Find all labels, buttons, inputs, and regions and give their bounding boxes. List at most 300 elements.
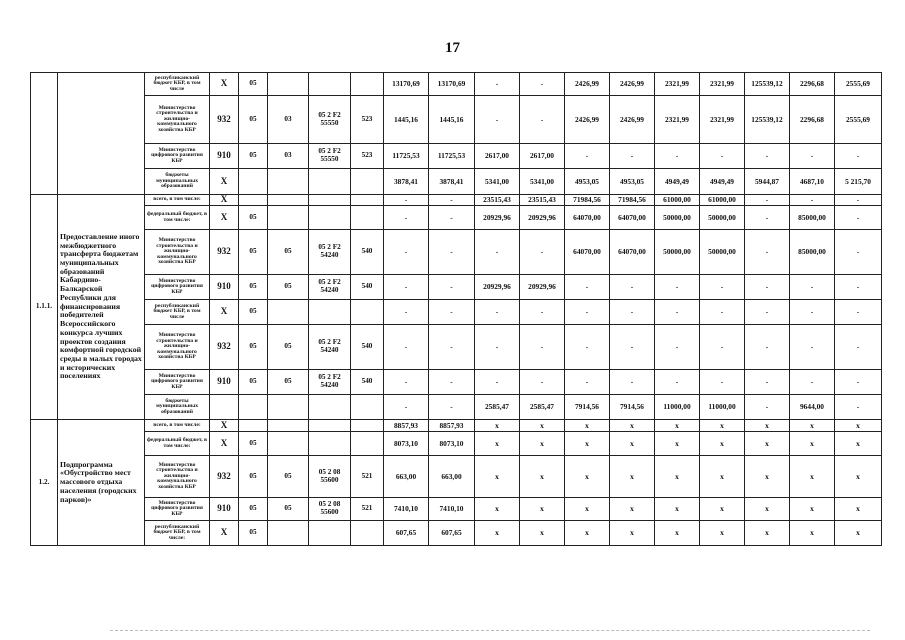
subsection-code-cell: 03 [268, 96, 309, 144]
table-row [31, 96, 882, 144]
amount-cell: х [565, 420, 610, 432]
measure-name-cell: Подпрограмма «Обустройство мест массового отдыха населения (городских парков)» [58, 420, 145, 546]
amount-cell: - [429, 325, 475, 370]
amount-cell: - [835, 144, 882, 169]
amount-cell: х [790, 521, 835, 546]
amount-cell: х [700, 420, 745, 432]
amount-cell: 2426,99 [610, 96, 655, 144]
expense-type-code-cell [351, 420, 384, 432]
amount-cell: - [745, 300, 790, 325]
funding-source-cell: Министерство цифрового развития КБР [145, 275, 210, 300]
amount-cell: х [745, 420, 790, 432]
target-article-code-cell: 05 2 F2 55550 [309, 96, 351, 144]
amount-cell: 64070,00 [565, 230, 610, 275]
page-number: 17 [445, 40, 460, 56]
amount-cell: х [475, 498, 520, 521]
amount-cell: 2555,69 [835, 73, 882, 96]
grbs-code-cell: 910 [210, 275, 239, 300]
table-row [31, 395, 882, 420]
amount-cell: - [384, 275, 429, 300]
target-article-code-cell [309, 420, 351, 432]
amount-cell: х [520, 498, 565, 521]
funding-source-cell: республиканский бюджет КБР, в том числе [145, 73, 210, 96]
amount-cell: х [565, 521, 610, 546]
expense-type-code-cell [351, 521, 384, 546]
funding-source-cell: федеральный бюджет, в том числе: [145, 206, 210, 230]
amount-cell: - [835, 230, 882, 275]
expense-type-code-cell [351, 169, 384, 195]
table-row [31, 432, 882, 456]
amount-cell: - [700, 275, 745, 300]
amount-cell: 2296,68 [790, 73, 835, 96]
subsection-code-cell [268, 73, 309, 96]
amount-cell: х [700, 432, 745, 456]
grbs-code-cell: Х [210, 432, 239, 456]
amount-cell: - [565, 300, 610, 325]
amount-cell: - [745, 275, 790, 300]
amount-cell: - [835, 370, 882, 395]
amount-cell: - [655, 325, 700, 370]
amount-cell: - [475, 300, 520, 325]
expense-type-code-cell: 521 [351, 498, 384, 521]
amount-cell: 663,00 [384, 456, 429, 498]
amount-cell: - [475, 370, 520, 395]
amount-cell: - [835, 300, 882, 325]
target-article-code-cell: 05 2 F2 54240 [309, 370, 351, 395]
amount-cell: - [700, 370, 745, 395]
amount-cell: х [700, 498, 745, 521]
amount-cell: - [565, 325, 610, 370]
amount-cell: 20929,96 [520, 206, 565, 230]
amount-cell: - [520, 230, 565, 275]
amount-cell: 663,00 [429, 456, 475, 498]
amount-cell: 7410,10 [429, 498, 475, 521]
amount-cell: 4687,10 [790, 169, 835, 195]
section-code-cell: 05 [239, 73, 268, 96]
amount-cell: - [475, 230, 520, 275]
subsection-code-cell: 03 [268, 144, 309, 169]
subsection-code-cell [268, 432, 309, 456]
amount-cell: х [520, 456, 565, 498]
amount-cell: - [745, 370, 790, 395]
amount-cell: 20929,96 [475, 206, 520, 230]
expense-type-code-cell [351, 195, 384, 206]
amount-cell: 50000,00 [655, 206, 700, 230]
target-article-code-cell [309, 432, 351, 456]
target-article-code-cell: 05 2 08 55600 [309, 498, 351, 521]
amount-cell: 13170,69 [429, 73, 475, 96]
amount-cell: - [655, 300, 700, 325]
grbs-code-cell: 932 [210, 230, 239, 275]
amount-cell: - [835, 275, 882, 300]
amount-cell: 64070,00 [610, 230, 655, 275]
amount-cell: - [745, 195, 790, 206]
amount-cell: х [565, 456, 610, 498]
funding-source-cell: Министерство цифрового развития КБР [145, 498, 210, 521]
amount-cell: х [610, 420, 655, 432]
target-article-code-cell [309, 195, 351, 206]
expense-type-code-cell [351, 432, 384, 456]
amount-cell: 1445,16 [429, 96, 475, 144]
amount-cell: х [610, 498, 655, 521]
section-code-cell: 05 [239, 206, 268, 230]
budget-table-wrapper [30, 72, 882, 546]
amount-cell: - [565, 144, 610, 169]
expense-type-code-cell: 540 [351, 230, 384, 275]
amount-cell: - [745, 230, 790, 275]
amount-cell: 5 215,70 [835, 169, 882, 195]
target-article-code-cell [309, 521, 351, 546]
grbs-code-cell: Х [210, 206, 239, 230]
amount-cell: 4949,49 [700, 169, 745, 195]
amount-cell: х [835, 521, 882, 546]
subsection-code-cell: 05 [268, 456, 309, 498]
funding-source-cell: бюджеты муниципальных образований [145, 395, 210, 420]
expense-type-code-cell: 540 [351, 325, 384, 370]
amount-cell: х [655, 498, 700, 521]
amount-cell: - [745, 325, 790, 370]
amount-cell: 11725,53 [384, 144, 429, 169]
funding-source-cell: бюджеты муниципальных образований [145, 169, 210, 195]
funding-source-cell: республиканский бюджет КБР, в том числе: [145, 521, 210, 546]
section-code-cell: 05 [239, 230, 268, 275]
amount-cell: 2321,99 [700, 73, 745, 96]
amount-cell: х [475, 456, 520, 498]
subsection-code-cell [268, 420, 309, 432]
amount-cell: - [384, 206, 429, 230]
section-code-cell [239, 395, 268, 420]
amount-cell: 1445,16 [384, 96, 429, 144]
target-article-code-cell [309, 169, 351, 195]
grbs-code-cell: 932 [210, 456, 239, 498]
amount-cell: 4949,49 [655, 169, 700, 195]
grbs-code-cell: Х [210, 300, 239, 325]
amount-cell: 11725,53 [429, 144, 475, 169]
subsection-code-cell [268, 521, 309, 546]
grbs-code-cell: Х [210, 169, 239, 195]
subsection-code-cell [268, 195, 309, 206]
amount-cell: х [790, 432, 835, 456]
amount-cell: - [384, 370, 429, 395]
amount-cell: х [610, 456, 655, 498]
amount-cell: 125539,12 [745, 73, 790, 96]
grbs-code-cell: Х [210, 521, 239, 546]
grbs-code-cell: 932 [210, 96, 239, 144]
amount-cell: х [520, 521, 565, 546]
funding-source-cell: республиканский бюджет КБР, в том числе [145, 300, 210, 325]
level-number-cell: 1.1.1. [31, 195, 58, 420]
amount-cell: - [835, 325, 882, 370]
amount-cell: х [790, 498, 835, 521]
amount-cell: - [655, 370, 700, 395]
amount-cell: 8857,93 [429, 420, 475, 432]
amount-cell: - [520, 73, 565, 96]
amount-cell: 2585,47 [520, 395, 565, 420]
amount-cell: х [745, 498, 790, 521]
amount-cell: 3878,41 [429, 169, 475, 195]
amount-cell: 23515,43 [520, 195, 565, 206]
amount-cell: х [745, 521, 790, 546]
amount-cell: 61000,00 [655, 195, 700, 206]
amount-cell: 5341,00 [475, 169, 520, 195]
table-row [31, 300, 882, 325]
amount-cell: 85000,00 [790, 206, 835, 230]
section-code-cell: 05 [239, 275, 268, 300]
amount-cell: х [565, 498, 610, 521]
amount-cell: х [700, 456, 745, 498]
amount-cell: - [745, 395, 790, 420]
level-number-cell: 1.2. [31, 420, 58, 546]
target-article-code-cell: 05 2 F2 54240 [309, 275, 351, 300]
amount-cell: х [655, 432, 700, 456]
amount-cell: - [835, 395, 882, 420]
amount-cell: 13170,69 [384, 73, 429, 96]
amount-cell: - [384, 300, 429, 325]
funding-source-cell: всего, в том числе: [145, 195, 210, 206]
amount-cell: - [655, 144, 700, 169]
amount-cell: - [835, 195, 882, 206]
subsection-code-cell: 05 [268, 275, 309, 300]
grbs-code-cell: Х [210, 420, 239, 432]
amount-cell: х [610, 432, 655, 456]
amount-cell: х [835, 432, 882, 456]
expense-type-code-cell [351, 300, 384, 325]
amount-cell: - [429, 370, 475, 395]
level-number-cell [31, 73, 58, 195]
table-row [31, 206, 882, 230]
amount-cell: 8857,93 [384, 420, 429, 432]
section-code-cell: 05 [239, 325, 268, 370]
grbs-code-cell: 910 [210, 370, 239, 395]
subsection-code-cell: 05 [268, 370, 309, 395]
grbs-code-cell: 910 [210, 498, 239, 521]
amount-cell: 50000,00 [700, 206, 745, 230]
amount-cell: - [475, 96, 520, 144]
section-code-cell: 05 [239, 456, 268, 498]
funding-source-cell: Министерство строительства и жилищно-коммунального хозяйства КБР [145, 325, 210, 370]
amount-cell: х [655, 420, 700, 432]
grbs-code-cell: 910 [210, 144, 239, 169]
table-row [31, 325, 882, 370]
amount-cell: х [790, 420, 835, 432]
amount-cell: 7914,56 [610, 395, 655, 420]
amount-cell: 20929,96 [475, 275, 520, 300]
amount-cell: 2555,69 [835, 96, 882, 144]
amount-cell: 9644,00 [790, 395, 835, 420]
amount-cell: 71984,56 [565, 195, 610, 206]
amount-cell: - [429, 206, 475, 230]
table-row [31, 498, 882, 521]
amount-cell: х [610, 521, 655, 546]
amount-cell: 2585,47 [475, 395, 520, 420]
amount-cell: - [655, 275, 700, 300]
amount-cell: - [520, 96, 565, 144]
amount-cell: 2321,99 [700, 96, 745, 144]
amount-cell: - [790, 370, 835, 395]
amount-cell: х [520, 432, 565, 456]
amount-cell: - [790, 325, 835, 370]
subsection-code-cell: 05 [268, 325, 309, 370]
target-article-code-cell [309, 73, 351, 96]
section-code-cell: 05 [239, 521, 268, 546]
grbs-code-cell: 932 [210, 325, 239, 370]
amount-cell: 5341,00 [520, 169, 565, 195]
amount-cell: - [429, 195, 475, 206]
amount-cell: - [700, 144, 745, 169]
amount-cell: 607,65 [429, 521, 475, 546]
target-article-code-cell: 05 2 F2 54240 [309, 230, 351, 275]
amount-cell: 23515,43 [475, 195, 520, 206]
table-row [31, 370, 882, 395]
amount-cell: х [835, 456, 882, 498]
amount-cell: - [429, 230, 475, 275]
subsection-code-cell: 05 [268, 230, 309, 275]
expense-type-code-cell [351, 395, 384, 420]
target-article-code-cell [309, 206, 351, 230]
expense-type-code-cell: 540 [351, 370, 384, 395]
amount-cell: 7914,56 [565, 395, 610, 420]
amount-cell: - [790, 275, 835, 300]
table-row [31, 521, 882, 546]
measure-name-cell [58, 73, 145, 195]
amount-cell: - [610, 275, 655, 300]
funding-source-cell: Министерство строительства и жилищно-коммунального хозяйства КБР [145, 230, 210, 275]
subsection-code-cell [268, 300, 309, 325]
amount-cell: - [565, 370, 610, 395]
expense-type-code-cell: 540 [351, 275, 384, 300]
expense-type-code-cell [351, 73, 384, 96]
amount-cell: х [655, 521, 700, 546]
amount-cell: - [790, 300, 835, 325]
scan-edge-line [110, 630, 870, 633]
amount-cell: х [520, 420, 565, 432]
amount-cell: 2426,99 [565, 73, 610, 96]
section-code-cell [239, 195, 268, 206]
amount-cell: 50000,00 [655, 230, 700, 275]
expense-type-code-cell: 523 [351, 144, 384, 169]
section-code-cell: 05 [239, 432, 268, 456]
amount-cell: х [475, 420, 520, 432]
target-article-code-cell: 05 2 F2 54240 [309, 325, 351, 370]
amount-cell: 2617,00 [475, 144, 520, 169]
target-article-code-cell [309, 395, 351, 420]
amount-cell: х [745, 432, 790, 456]
amount-cell: 3878,41 [384, 169, 429, 195]
funding-source-cell: всего, в том числе: [145, 420, 210, 432]
budget-table [30, 72, 882, 546]
amount-cell: - [384, 325, 429, 370]
section-code-cell: 05 [239, 498, 268, 521]
target-article-code-cell: 05 2 F2 55550 [309, 144, 351, 169]
amount-cell: х [835, 420, 882, 432]
amount-cell: 20929,96 [520, 275, 565, 300]
subsection-code-cell [268, 206, 309, 230]
subsection-code-cell [268, 169, 309, 195]
table-row [31, 456, 882, 498]
amount-cell: 64070,00 [565, 206, 610, 230]
target-article-code-cell: 05 2 08 55600 [309, 456, 351, 498]
amount-cell: - [745, 206, 790, 230]
amount-cell: - [610, 300, 655, 325]
amount-cell: 2426,99 [565, 96, 610, 144]
amount-cell: - [610, 370, 655, 395]
section-code-cell [239, 169, 268, 195]
amount-cell: 8073,10 [429, 432, 475, 456]
amount-cell: - [384, 230, 429, 275]
grbs-code-cell [210, 395, 239, 420]
amount-cell: - [384, 395, 429, 420]
amount-cell: 71984,56 [610, 195, 655, 206]
expense-type-code-cell: 523 [351, 96, 384, 144]
section-code-cell [239, 420, 268, 432]
amount-cell: 85000,00 [790, 230, 835, 275]
amount-cell: 125539,12 [745, 96, 790, 144]
subsection-code-cell [268, 395, 309, 420]
funding-source-cell: федеральный бюджет, в том числе: [145, 432, 210, 456]
amount-cell: - [610, 144, 655, 169]
grbs-code-cell: Х [210, 195, 239, 206]
amount-cell: - [610, 325, 655, 370]
table-row [31, 144, 882, 169]
amount-cell: 50000,00 [700, 230, 745, 275]
amount-cell: 2321,99 [655, 96, 700, 144]
funding-source-cell: Министерство строительства и жилищно-коммунального хозяйства КБР [145, 96, 210, 144]
amount-cell: 2321,99 [655, 73, 700, 96]
expense-type-code-cell: 521 [351, 456, 384, 498]
amount-cell: 5944,87 [745, 169, 790, 195]
amount-cell: - [429, 395, 475, 420]
amount-cell: - [790, 195, 835, 206]
amount-cell: - [520, 370, 565, 395]
amount-cell: 2426,99 [610, 73, 655, 96]
section-code-cell: 05 [239, 300, 268, 325]
section-code-cell: 05 [239, 370, 268, 395]
expense-type-code-cell [351, 206, 384, 230]
table-row [31, 230, 882, 275]
amount-cell: 2296,68 [790, 96, 835, 144]
funding-source-cell: Министерство цифрового развития КБР [145, 370, 210, 395]
amount-cell: - [475, 325, 520, 370]
table-row [31, 195, 882, 206]
amount-cell: - [384, 195, 429, 206]
amount-cell: х [565, 432, 610, 456]
measure-name-cell: Предоставление иного межбюджетного трансферта бюджетам муниципальных образований Кабардино-Балкарской Республики для финансирования победителей Всероссийского конкурса лучших проектов создания комфортной городской среды в малых городах и исторических поселениях [58, 195, 145, 420]
table-row [31, 275, 882, 300]
amount-cell: 8073,10 [384, 432, 429, 456]
amount-cell: х [475, 521, 520, 546]
amount-cell: - [745, 144, 790, 169]
amount-cell: 61000,00 [700, 195, 745, 206]
amount-cell: - [429, 300, 475, 325]
amount-cell: - [790, 144, 835, 169]
section-code-cell: 05 [239, 96, 268, 144]
amount-cell: 2617,00 [520, 144, 565, 169]
amount-cell: - [475, 73, 520, 96]
funding-source-cell: Министерство строительства и жилищно-коммунального хозяйства КБР [145, 456, 210, 498]
target-article-code-cell [309, 300, 351, 325]
amount-cell: 64070,00 [610, 206, 655, 230]
table-row [31, 420, 882, 432]
amount-cell: - [835, 206, 882, 230]
amount-cell: - [429, 275, 475, 300]
amount-cell: - [520, 300, 565, 325]
amount-cell: - [565, 275, 610, 300]
section-code-cell: 05 [239, 144, 268, 169]
subsection-code-cell: 05 [268, 498, 309, 521]
amount-cell: 11000,00 [655, 395, 700, 420]
amount-cell: х [655, 456, 700, 498]
amount-cell: - [700, 325, 745, 370]
